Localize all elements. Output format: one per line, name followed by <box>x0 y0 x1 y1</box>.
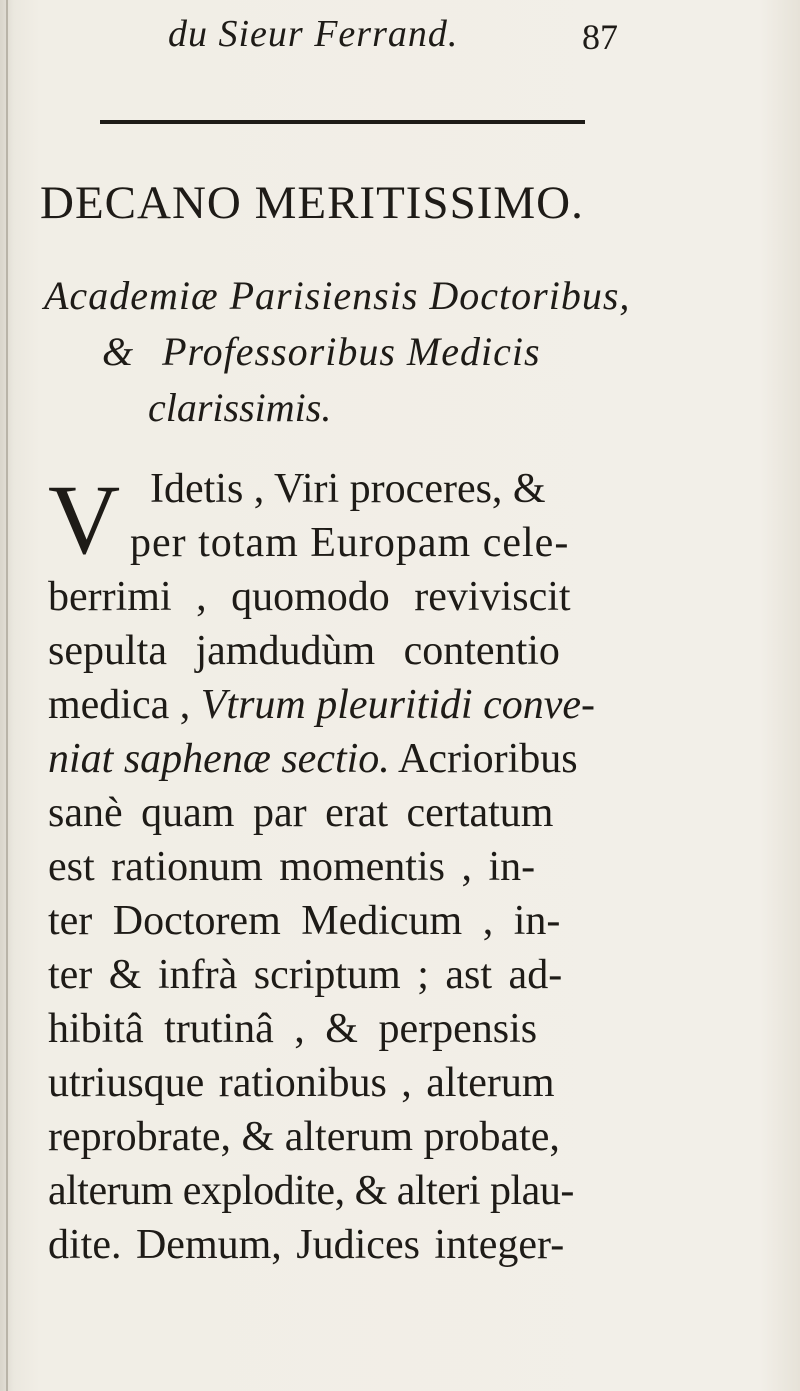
text-line <box>48 678 595 732</box>
text-line: ter & infrà scriptum ; ast ad- <box>48 952 563 998</box>
text-line: berrimi , quomodo reviviscit <box>48 574 571 620</box>
text-segment: medica , <box>48 682 201 728</box>
text-line: dite. Demum, Judices integer- <box>48 1222 565 1268</box>
drop-cap: V <box>48 464 121 575</box>
dedication-heading: DECANO MERITISSIMO. <box>40 177 584 229</box>
running-head <box>0 12 800 62</box>
ampersand: & <box>102 329 135 374</box>
address-line-2-text: Professoribus Medicis <box>162 329 541 374</box>
text-line: Idetis , Viri proceres, & <box>150 466 546 512</box>
text-segment: Acrioribus <box>389 736 578 782</box>
page-edge <box>6 0 8 1391</box>
italic-question: niat saphenæ sectio. <box>48 736 390 782</box>
text-line: alterum explodite, & alteri plau- <box>48 1168 574 1214</box>
text-line: per totam Europam cele- <box>130 520 570 566</box>
text-line: utriusque rationibus , alterum <box>48 1060 555 1106</box>
text-line: ter Doctorem Medicum , in- <box>48 898 561 944</box>
text-line: reprobrate, & alterum probate, <box>48 1114 560 1160</box>
text-line: sepulta jamdudùm contentio <box>48 628 560 674</box>
text-line: est rationum momentis , in- <box>48 844 536 890</box>
text-line <box>48 732 578 786</box>
running-head-title: du Sieur Ferrand. <box>168 13 459 55</box>
address-line-3: clarissimis. <box>148 385 332 430</box>
address-line-2 <box>102 324 541 380</box>
italic-question: Vtrum pleuritidi conve- <box>200 682 596 728</box>
page-number: 87 <box>582 17 618 57</box>
horizontal-rule <box>100 120 585 124</box>
text-line: sanè quam par erat certatum <box>48 790 554 836</box>
address-line-1: Academiæ Parisiensis Doctoribus, <box>44 273 631 318</box>
text-line: hibitâ trutinâ , & perpensis <box>48 1006 538 1052</box>
